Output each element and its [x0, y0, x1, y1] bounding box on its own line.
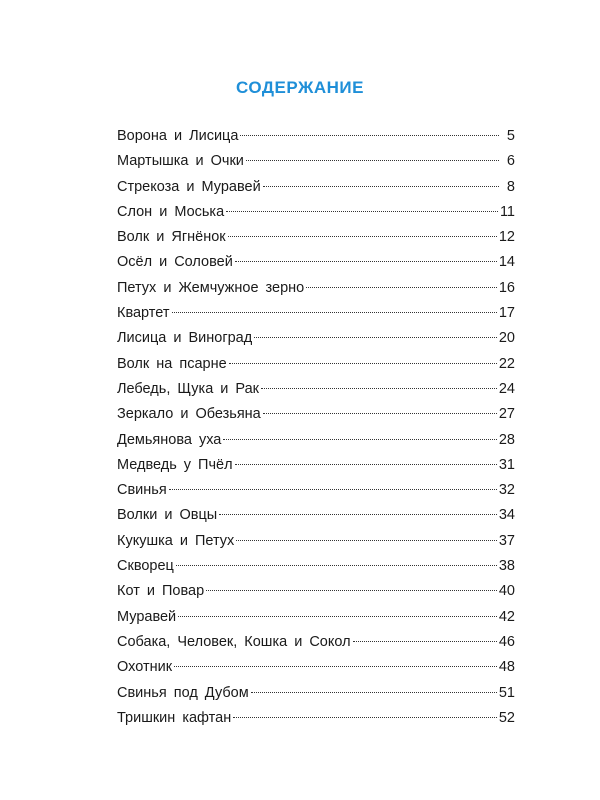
toc-entry-title: Кот и Повар: [117, 583, 205, 600]
toc-page-number: 16: [498, 279, 515, 296]
toc-entry[interactable]: [117, 301, 515, 326]
toc-entry[interactable]: [117, 124, 515, 149]
toc-page-number: 42: [498, 608, 515, 625]
toc-entry-title: Ворона и Лисица: [117, 128, 239, 144]
toc-entry-title: Зеркало и Обезьяна: [117, 406, 261, 423]
toc-dot-leader: [228, 236, 497, 237]
toc-page-number: 27: [498, 406, 515, 423]
toc-dot-leader: [261, 388, 497, 389]
toc-entry[interactable]: [117, 681, 515, 706]
toc-entry[interactable]: [117, 554, 515, 579]
toc-dot-leader: [240, 135, 499, 136]
toc-entry-title: Мартышка и Очки: [117, 153, 244, 170]
toc-entry-title: Свинья под Дубом: [117, 684, 249, 701]
toc-entry-title: Скворец: [117, 558, 174, 575]
toc-entry-title: Волки и Овцы: [117, 507, 218, 524]
toc-entry-title: Свинья: [117, 482, 167, 499]
toc-dot-leader: [235, 261, 497, 262]
toc-page-number: 17: [498, 305, 515, 322]
toc-entry-title: Квартет: [117, 305, 170, 322]
toc-entry-title: Тришкин кафтан: [117, 709, 232, 726]
toc-page-number: 24: [498, 380, 515, 397]
toc-entry[interactable]: [117, 352, 515, 377]
toc-entry[interactable]: [117, 250, 515, 275]
toc-dot-leader: [226, 211, 498, 212]
toc-entry-title: Собака, Человек, Кошка и Сокол: [117, 633, 351, 650]
toc-page-number: 8: [506, 178, 515, 195]
toc-dot-leader: [263, 413, 497, 414]
toc-dot-leader: [229, 363, 497, 364]
toc-dot-leader: [246, 160, 499, 161]
toc-entry-title: Муравей: [117, 608, 177, 625]
toc-entry[interactable]: [117, 529, 515, 554]
toc-entry[interactable]: [117, 706, 515, 731]
toc-entry[interactable]: [117, 276, 515, 301]
toc-page-number: 20: [498, 330, 515, 347]
toc-page-number: 12: [498, 229, 515, 246]
toc-page-number: 52: [498, 709, 515, 726]
toc-entry[interactable]: [117, 478, 515, 503]
toc-entry[interactable]: [117, 605, 515, 630]
toc-page-number: 28: [498, 431, 515, 448]
toc-entry-title: Кукушка и Петух: [117, 532, 235, 549]
toc-page-number: 34: [498, 507, 515, 524]
toc-dot-leader: [353, 641, 497, 642]
toc-page-number: 40: [498, 583, 515, 600]
toc-dot-leader: [174, 666, 497, 667]
toc-page-number: 51: [498, 684, 515, 701]
toc-page-number: 32: [498, 482, 515, 499]
toc-entry-title: Осёл и Соловей: [117, 254, 233, 271]
toc-dot-leader: [178, 616, 497, 617]
toc-entry[interactable]: [117, 428, 515, 453]
toc-page-number: 11: [499, 203, 515, 220]
toc-entry-title: Стрекоза и Муравей: [117, 178, 261, 195]
toc-entry-title: Медведь у Пчёл: [117, 456, 233, 473]
toc-dot-leader: [263, 186, 499, 187]
toc-page-number: 14: [498, 254, 515, 271]
toc-entry-title: Лисица и Виноград: [117, 330, 253, 347]
toc-entry-title: Слон и Моська: [117, 203, 225, 220]
toc-entry-title: Демьянова уха: [117, 431, 222, 448]
toc-dot-leader: [169, 489, 497, 490]
toc-dot-leader: [235, 464, 497, 465]
toc-dot-leader: [223, 439, 496, 440]
toc-entry[interactable]: [117, 630, 515, 655]
toc-dot-leader: [306, 287, 497, 288]
toc-dot-leader: [172, 312, 497, 313]
toc-page-number: 5: [506, 128, 515, 144]
toc-entry[interactable]: [117, 503, 515, 528]
toc-entry-title: Лебедь, Щука и Рак: [117, 380, 260, 397]
toc-entry[interactable]: [117, 175, 515, 200]
toc-list: [117, 124, 515, 731]
toc-entry[interactable]: [117, 377, 515, 402]
toc-page-number: 48: [498, 659, 515, 676]
toc-page-number: 22: [498, 355, 515, 372]
toc-dot-leader: [254, 337, 497, 338]
toc-entry-title: Петух и Жемчужное зерно: [117, 279, 305, 296]
toc-page-number: 6: [506, 153, 515, 170]
toc-page-number: 46: [498, 633, 515, 650]
toc-page-number: 37: [498, 532, 515, 549]
toc-entry[interactable]: [117, 225, 515, 250]
toc-dot-leader: [233, 717, 497, 718]
toc-dot-leader: [236, 540, 497, 541]
toc-entry[interactable]: [117, 453, 515, 478]
toc-dot-leader: [206, 590, 497, 591]
toc-title: СОДЕРЖАНИЕ: [236, 78, 364, 97]
toc-dot-leader: [219, 514, 497, 515]
toc-entry-title: Волк на псарне: [117, 355, 227, 372]
toc-dot-leader: [251, 692, 497, 693]
toc-page-number: 38: [498, 558, 515, 575]
toc-entry[interactable]: [117, 326, 515, 351]
toc-dot-leader: [176, 565, 497, 566]
toc-entry-title: Охотник: [117, 659, 173, 676]
toc-entry-title: Волк и Ягнёнок: [117, 229, 226, 246]
toc-entry[interactable]: [117, 149, 515, 174]
toc-entry[interactable]: [117, 200, 515, 225]
toc-entry[interactable]: [117, 402, 515, 427]
toc-page-number: 31: [498, 456, 515, 473]
toc-entry[interactable]: [117, 579, 515, 604]
toc-entry[interactable]: [117, 655, 515, 680]
